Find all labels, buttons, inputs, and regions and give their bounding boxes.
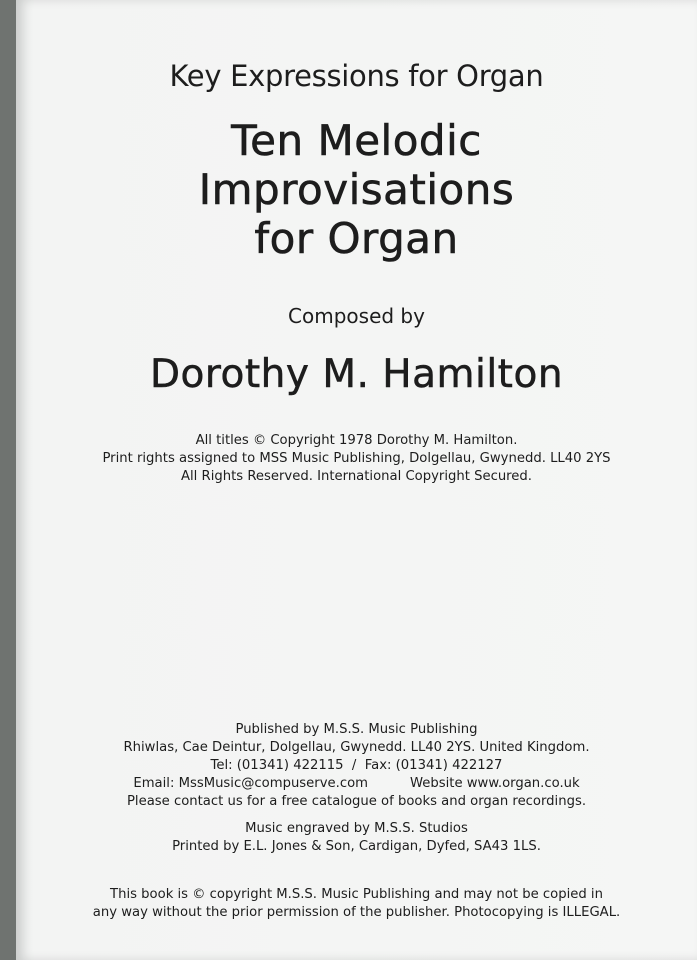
copyright-statement	[16, 432, 697, 486]
publisher-contact-row	[16, 775, 697, 793]
book-title-line: Ten Melodic	[231, 116, 482, 165]
photocopy-notice	[16, 886, 697, 922]
composed-by-label: Composed by	[288, 304, 425, 328]
book-title-line: for Organ	[254, 214, 459, 263]
copyright-line: Print rights assigned to MSS Music Publishing, Dolgellau, Gwynedd. LL40 2YS	[102, 451, 611, 466]
engraving-credits	[16, 820, 697, 856]
book-title-line: Improvisations	[198, 165, 515, 214]
series-title: Key Expressions for Organ	[169, 59, 544, 93]
catalogue-note: Please contact us for a free catalogue of books and organ recordings.	[126, 794, 587, 809]
publisher-info	[16, 721, 697, 811]
publisher-address: Rhiwlas, Cae Deintur, Dolgellau, Gwynedd. LL40 2YS. United Kingdom.	[123, 740, 590, 755]
notice-line: any way without the prior permission of the publisher. Photocopying is ILLEGAL.	[92, 905, 621, 920]
copyright-line: All titles © Copyright 1978 Dorothy M. Hamilton.	[195, 433, 518, 448]
book-title	[16, 116, 697, 263]
copyright-line: All Rights Reserved. International Copyright Secured.	[181, 469, 532, 484]
publisher-line: Published by M.S.S. Music Publishing	[235, 722, 478, 737]
publisher-email: Email: MssMusic@compuserve.com	[133, 776, 368, 791]
composer-name: Dorothy M. Hamilton	[149, 352, 564, 397]
publisher-phone: Tel: (01341) 422115 / Fax: (01341) 422127	[210, 758, 503, 773]
publisher-website: Website www.organ.co.uk	[410, 776, 580, 791]
book-title-page	[16, 0, 697, 960]
notice-line: This book is © copyright M.S.S. Music Publishing and may not be copied in	[110, 887, 603, 902]
engraving-line: Music engraved by M.S.S. Studios	[245, 821, 468, 836]
printer-line: Printed by E.L. Jones & Son, Cardigan, Dyfed, SA43 1LS.	[172, 839, 541, 854]
